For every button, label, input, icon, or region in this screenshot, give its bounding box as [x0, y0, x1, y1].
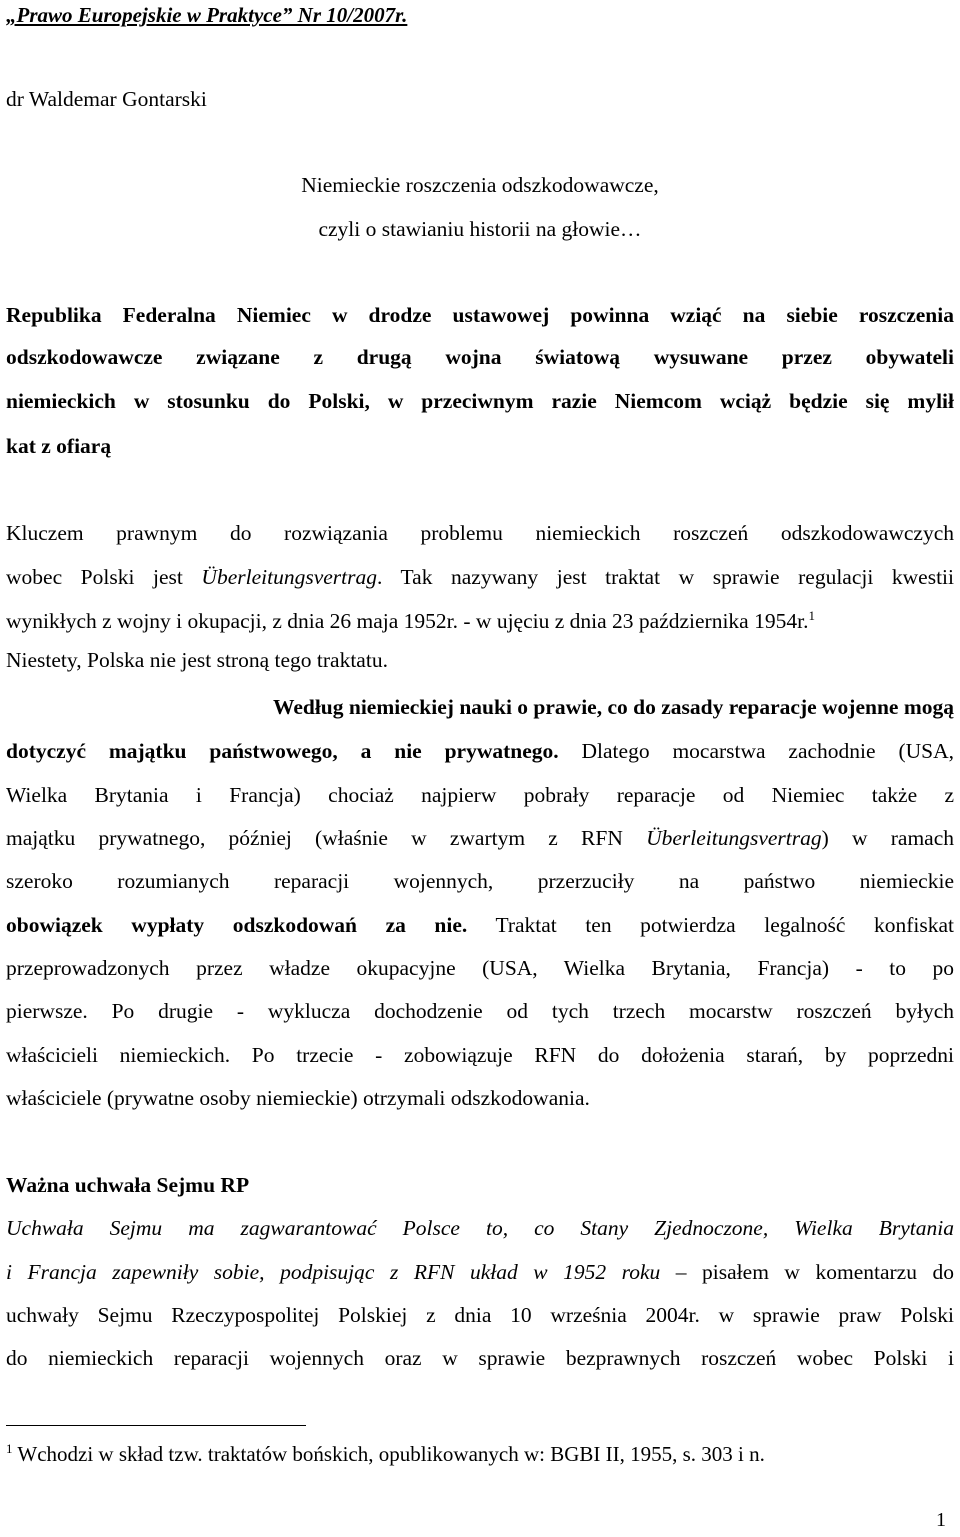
- para2-line-7: przeprowadzonych przez władze okupacyjne (USA, Wielka Brytania, Francja) - to po: [6, 956, 954, 980]
- footnote: [6, 1439, 954, 1469]
- para2-line-6: [6, 910, 954, 940]
- text-run-bold: obowiązek wypłaty odszkodowań za nie.: [6, 913, 468, 937]
- para2-line-3: Wielka Brytania i Francja) chociaż najpierw pobrały reparacje od Niemiec także z: [6, 783, 954, 807]
- para1-line-1: Kluczem prawnym do rozwiązania problemu niemieckich roszczeń odszkodowawczych: [6, 521, 954, 545]
- section-line-4: do niemieckich reparacji wojennych oraz w sprawie bezprawnych roszczeń wobec Polski i: [6, 1346, 954, 1370]
- para2-line-4: [6, 823, 954, 853]
- text-run: – pisałem w komentarzu do: [660, 1260, 954, 1284]
- para2-line-8: pierwsze. Po drugie - wyklucza dochodzenie od tych trzech mocarstw roszczeń byłych: [6, 999, 954, 1023]
- text-run: wynikłych z wojny i okupacji, z dnia 26 maja 1952r. - w ujęciu z dnia 23 października 1954r.: [6, 609, 809, 633]
- text-run: ) w ramach: [821, 826, 954, 850]
- article-title-line-1: Niemieckie roszczenia odszkodowawcze,: [301, 173, 659, 197]
- lead-line-4: kat z ofiarą: [6, 434, 112, 458]
- para2-line-10: właściciele (prywatne osoby niemieckie) otrzymali odszkodowania.: [6, 1086, 590, 1110]
- footnote-reference: 1: [808, 607, 815, 623]
- para2-line-5: szeroko rozumianych reparacji wojennych, przerzuciły na państwo niemieckie: [6, 869, 954, 893]
- section-line-1: Uchwała Sejmu ma zagwarantować Polsce to, co Stany Zjednoczone, Wielka Brytania: [6, 1216, 954, 1240]
- para1-line-3: [6, 606, 954, 636]
- para1-line-2: [6, 562, 954, 592]
- treaty-name-italic: Überleitungsvertrag: [201, 565, 377, 589]
- footnote-mark: 1: [6, 1441, 13, 1456]
- lead-line-3: niemieckich w stosunku do Polski, w przeciwnym razie Niemcom wciąż będzie się mylił: [6, 389, 954, 413]
- page-number: 1: [936, 1509, 946, 1531]
- text-run-italic: i Francja zapewniły sobie, podpisując z RFN układ w 1952 roku: [6, 1260, 661, 1284]
- article-title-line-2: czyli o stawianiu historii na głowie…: [318, 217, 642, 241]
- para1-line-4: Niestety, Polska nie jest stroną tego traktatu.: [6, 648, 388, 672]
- text-run-bold: dotyczyć majątku państwowego, a nie prywatnego.: [6, 739, 559, 763]
- footnote-separator: [6, 1425, 306, 1426]
- author-name: dr Waldemar Gontarski: [6, 87, 207, 111]
- text-run: majątku prywatnego, później (właśnie w zwartym z RFN: [6, 826, 647, 850]
- para2-line-1: Według niemieckiej nauki o prawie, co do zasady reparacje wojenne mogą: [273, 695, 954, 719]
- lead-line-1: Republika Federalna Niemiec w drodze ustawowej powinna wziąć na siebie roszczenia: [6, 303, 954, 327]
- footnote-text: Wchodzi w skład tzw. traktatów bońskich, opublikowanych w: BGBI II, 1955, s. 303 i n.: [12, 1442, 765, 1466]
- treaty-name-italic: Überleitungsvertrag: [646, 826, 822, 850]
- text-run: Dlatego mocarstwa zachodnie (USA,: [558, 739, 954, 763]
- journal-header: „Prawo Europejskie w Praktyce” Nr 10/2007r.: [6, 3, 408, 27]
- text-run: . Tak nazywany jest traktat w sprawie regulacji kwestii: [376, 565, 954, 589]
- section-line-3: uchwały Sejmu Rzeczypospolitej Polskiej z dnia 10 września 2004r. w sprawie praw Polski: [6, 1303, 954, 1327]
- para2-line-9: właścicieli niemieckich. Po trzecie - zobowiązuje RFN do dołożenia starań, by poprzedni: [6, 1043, 954, 1067]
- section-line-2: [6, 1257, 954, 1287]
- text-run: Traktat ten potwierdza legalność konfiskat: [467, 913, 955, 937]
- lead-line-2: odszkodowawcze związane z drugą wojna światową wysuwane przez obywateli: [6, 345, 954, 369]
- section-heading: Ważna uchwała Sejmu RP: [6, 1173, 250, 1197]
- text-run: wobec Polski jest: [6, 565, 202, 589]
- para2-line-2: [6, 736, 954, 766]
